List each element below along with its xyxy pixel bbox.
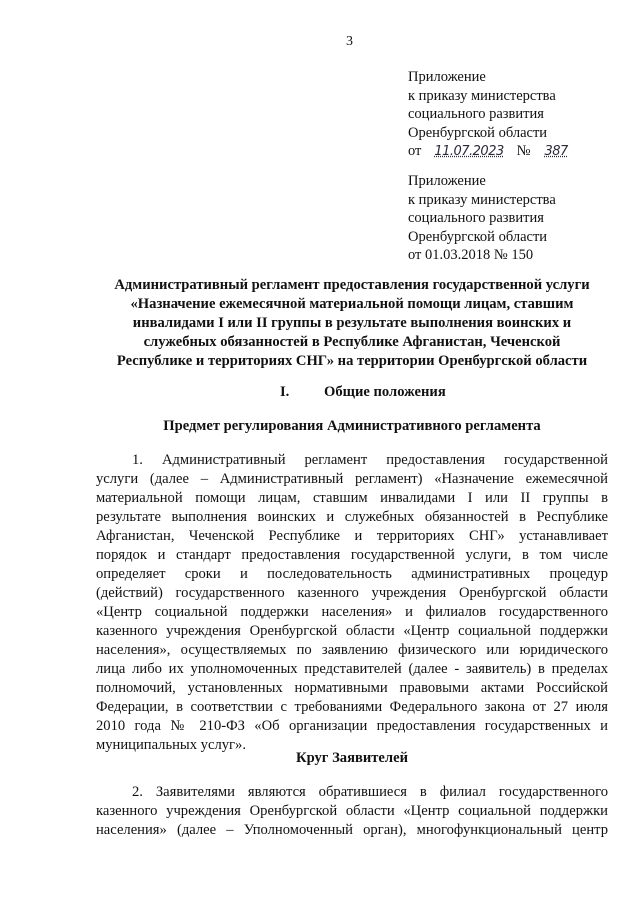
paragraph-line: порядок и стандарт предоставления государственной услуги, в том числе bbox=[96, 547, 608, 563]
handwritten-number: 387 bbox=[544, 144, 568, 159]
title-line: Республике и территориях СНГ» на территории Оренбургской области bbox=[116, 353, 588, 369]
paragraph-line: полномочий, установленных нормативными правовыми актами Российской bbox=[96, 680, 608, 696]
paragraph-line: 2. Заявителями являются обратившиеся в филиал государственного bbox=[132, 784, 608, 800]
section-heading bbox=[280, 384, 446, 401]
paragraph-line: 2010 года № 210-ФЗ «Об организации предоставления государственных и bbox=[96, 718, 608, 734]
section-title: Общие положения bbox=[324, 384, 446, 400]
appendix-previous bbox=[408, 172, 628, 265]
subheading-applicants: Круг Заявителей bbox=[296, 750, 408, 766]
title-line: «Назначение ежемесячной материальной помощи лицам, ставшим bbox=[130, 296, 574, 312]
paragraph-line: населения», осуществляемых по заявлению физического или юридического bbox=[96, 642, 608, 658]
paragraph-line: материальной помощи лицам, ставшим инвалидами I или II группы в bbox=[96, 490, 608, 506]
title-line: Административный регламент предоставления государственной услуги bbox=[114, 277, 590, 293]
document-title bbox=[96, 276, 608, 371]
appendix-current-date-line bbox=[408, 142, 628, 162]
title-line: инвалидами I или II группы в результате выполнения воинских и bbox=[132, 315, 572, 331]
paragraph-line: населения» (далее – Уполномоченный орган), многофункциональный центр bbox=[96, 822, 608, 838]
handwritten-date: 11.07.2023 bbox=[434, 144, 504, 159]
paragraph-line: услуги (далее – Административный регламент) «Назначение ежемесячной bbox=[96, 471, 608, 487]
appendix-previous-line: Приложение bbox=[408, 173, 486, 189]
paragraph-line: казенного учреждения Оренбургской области «Центр социальной поддержки bbox=[96, 803, 608, 819]
title-line: служебных обязанностей в Республике Афганистан, Чеченской bbox=[143, 334, 561, 350]
paragraph-line: лица либо их уполномоченных представителей (далее - заявитель) в пределах bbox=[96, 661, 608, 677]
paragraph-line: определяет сроки и последовательность административных процедур bbox=[96, 566, 608, 582]
paragraph-line: муниципальных услуг». bbox=[96, 737, 246, 753]
paragraph-line: «Центр социальной поддержки населения» и филиалов государственного bbox=[96, 604, 608, 620]
number-sign: № bbox=[516, 143, 531, 159]
section-numeral: I. bbox=[280, 384, 290, 400]
appendix-previous-line: от 01.03.2018 № 150 bbox=[408, 247, 534, 263]
appendix-current-line: социального развития bbox=[408, 106, 544, 122]
appendix-previous-line: социального развития bbox=[408, 210, 544, 226]
paragraph-1 bbox=[96, 451, 608, 755]
appendix-current-prefix: от bbox=[408, 143, 422, 159]
appendix-current-line: Оренбургской области bbox=[408, 124, 548, 141]
appendix-current-line: к приказу министерства bbox=[408, 87, 556, 104]
subheading-subject: Предмет регулирования Административного регламента bbox=[163, 418, 541, 434]
paragraph-line: (действий) государственного казенного учреждения Оренбургской области bbox=[96, 585, 608, 601]
appendix-previous-line: Оренбургской области bbox=[408, 228, 548, 245]
paragraph-line: Афганистан, Чеченской Республике и территориях СНГ» устанавливает bbox=[96, 528, 608, 544]
paragraph-2 bbox=[96, 783, 608, 840]
page-number: 3 bbox=[346, 34, 353, 49]
appendix-previous-line: к приказу министерства bbox=[408, 191, 556, 208]
paragraph-line: Федерации, в соответствии с требованиями Федерального закона от 27 июля bbox=[96, 699, 608, 715]
appendix-current-line: Приложение bbox=[408, 69, 486, 85]
paragraph-line: 1. Административный регламент предоставления государственной bbox=[132, 452, 608, 468]
appendix-current bbox=[408, 68, 628, 162]
paragraph-line: результате выполнения воинских и служебных обязанностей в Республике bbox=[96, 509, 608, 525]
paragraph-line: казенного учреждения Оренбургской области «Центр социальной поддержки bbox=[96, 623, 608, 639]
